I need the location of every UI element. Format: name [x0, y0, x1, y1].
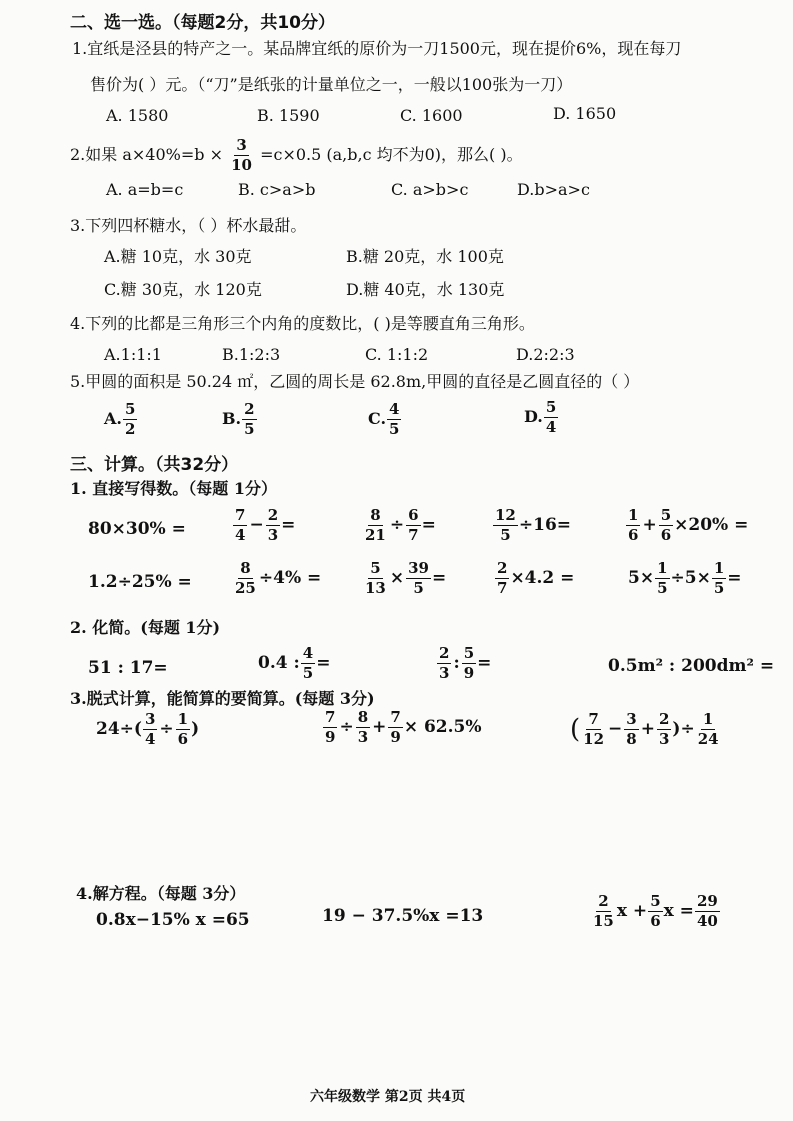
q1-line2: 售价为( ）元。（“刀”是纸张的计量单位之一，一般以100张为一刀） — [90, 75, 573, 94]
q4-stem: 4.下列的比都是三角形三个内角的度数比，( )是等腰直角三角形。 — [70, 314, 535, 333]
page-footer: 六年级数学 第2页 共4页 — [310, 1089, 466, 1105]
q3-option-c: C.糖 30克，水 120克 — [104, 280, 262, 299]
q1-option-d: D. 1650 — [553, 104, 617, 123]
q4-option-d: D.2:2:3 — [516, 345, 575, 364]
q2-suffix: =c×0.5 (a,b,c 均不为0)，那么( )。 — [260, 145, 523, 164]
fraction: $\frac{7}{9}$ — [325, 708, 336, 746]
fraction: $\frac{5}{13}$ — [365, 559, 386, 597]
q5-option-b: B. $\frac{2}{5}$ — [222, 400, 255, 438]
p1-r1-e2: $\frac{7}{4}$ − $\frac{2}{3}$ = — [235, 506, 296, 544]
q5-option-c: C. $\frac{4}{5}$ — [368, 400, 400, 438]
fraction: $\frac{2}{5}$ — [244, 400, 255, 438]
fraction: $\frac{6}{7}$ — [408, 506, 419, 544]
q4-option-c: C. 1:1:2 — [365, 345, 429, 364]
p3-e2: $\frac{7}{9}$ ÷ $\frac{8}{3}$ + $\frac{7}{9}$ × 62.5% — [325, 708, 482, 746]
p1-r2-e3: $\frac{5}{13}$ × $\frac{39}{5}$ = — [365, 559, 447, 597]
fraction: $\frac{7}{4}$ — [235, 506, 246, 544]
q5-option-d: D. $\frac{5}{4}$ — [524, 398, 557, 436]
fraction: $\frac{1}{6}$ — [177, 710, 189, 748]
section3-title: 三、计算。（共32分） — [70, 455, 239, 475]
q3-option-a: A.糖 10克，水 30克 — [104, 247, 252, 266]
fraction: $\frac{12}{5}$ — [495, 506, 516, 544]
fraction: $\frac{3}{10}$ — [231, 136, 252, 174]
q1-option-a: A. 1580 — [106, 106, 169, 125]
q3-option-d: D.糖 40克，水 130克 — [346, 280, 505, 299]
p1-r1-e1: 80×30% = — [88, 519, 186, 539]
p4-e3: $\frac{2}{15}$ x + $\frac{5}{6}$ x = $\frac{29}{40}$ — [593, 892, 718, 930]
fraction: $\frac{29}{40}$ — [696, 892, 718, 930]
fraction: $\frac{1}{5}$ — [713, 559, 725, 597]
fraction: $\frac{5}{6}$ — [650, 892, 661, 930]
q5-option-a: A. $\frac{5}{2}$ — [104, 400, 136, 438]
fraction: $\frac{5}{9}$ — [463, 644, 475, 682]
p1-r2-e5: 5× $\frac{1}{5}$ ÷5× $\frac{1}{5}$ = — [628, 559, 742, 597]
q1-option-c: C. 1600 — [400, 106, 463, 125]
q2-option-c: C. a>b>c — [391, 180, 469, 199]
section2-title: 二、选一选。（每题2分，共10分） — [70, 13, 335, 33]
p3-e3: ( $\frac{7}{12}$ − $\frac{3}{8}$ + $\frac{2}{3}$ )÷ $\frac{1}{24}$ — [570, 710, 719, 748]
q1-line1: 1.宜纸是泾县的特产之一。某品牌宜纸的原价为一刀1500元，现在提价6%，现在每刀 — [72, 39, 682, 58]
fraction: $\frac{2}{3}$ — [658, 710, 670, 748]
fraction: $\frac{5}{4}$ — [545, 398, 557, 436]
fraction: $\frac{39}{5}$ — [408, 559, 429, 597]
fraction: $\frac{1}{24}$ — [697, 710, 719, 748]
fraction: $\frac{3}{4}$ — [144, 710, 156, 748]
part1-title: 1. 直接写得数。（每题 1分） — [70, 479, 277, 498]
p1-r1-e3: $\frac{8}{21}$ ÷ $\frac{6}{7}$ = — [365, 506, 436, 544]
fraction: $\frac{1}{6}$ — [628, 506, 639, 544]
fraction: $\frac{8}{21}$ — [365, 506, 386, 544]
fraction: $\frac{5}{6}$ — [660, 506, 672, 544]
fraction: $\frac{2}{3}$ — [267, 506, 279, 544]
part3-title: 3.脱式计算，能简算的要简算。(每题 3分) — [70, 689, 375, 708]
p4-e2: 19 − 37.5%x =13 — [322, 906, 484, 926]
q5-stem: 5.甲圆的面积是 50.24 ㎡，乙圆的周长是 62.8m,甲圆的直径是乙圆直径的（ ） — [70, 372, 640, 391]
q1-option-b: B. 1590 — [257, 106, 320, 125]
q4-option-a: A.1:1:1 — [104, 345, 162, 364]
p1-r1-e4: $\frac{12}{5}$ ÷16= — [495, 506, 572, 544]
fraction: $\frac{2}{15}$ — [593, 892, 614, 930]
p3-e1: 24÷( $\frac{3}{4}$ ÷ $\frac{1}{6}$ ) — [96, 710, 200, 748]
q2-option-b: B. c>a>b — [238, 180, 316, 199]
p2-e2: 0.4 : $\frac{4}{5}$ = — [258, 644, 331, 682]
fraction: $\frac{3}{8}$ — [626, 710, 637, 748]
fraction: $\frac{2}{7}$ — [497, 559, 508, 597]
q2-prefix: 2.如果 a×40%=b × — [70, 145, 224, 164]
fraction: $\frac{8}{3}$ — [357, 708, 369, 746]
fraction: $\frac{4}{5}$ — [302, 644, 314, 682]
fraction: $\frac{7}{9}$ — [390, 708, 401, 746]
p2-e3: $\frac{2}{3}$ : $\frac{5}{9}$ = — [439, 644, 492, 682]
fraction: $\frac{7}{12}$ — [583, 710, 605, 748]
q2-option-a: A. a=b=c — [106, 180, 184, 199]
q2-option-d: D.b>a>c — [517, 180, 590, 199]
part2-title: 2. 化简。(每题 1分) — [70, 618, 221, 637]
fraction: $\frac{4}{5}$ — [389, 400, 400, 438]
p1-r2-e1: 1.2÷25% = — [88, 572, 192, 592]
q3-option-b: B.糖 20克，水 100克 — [346, 247, 504, 266]
fraction: $\frac{8}{25}$ — [235, 559, 256, 597]
q4-option-b: B.1:2:3 — [222, 345, 281, 364]
p4-e1: 0.8x−15% x =65 — [96, 910, 250, 930]
fraction: $\frac{5}{2}$ — [124, 400, 136, 438]
part4-title: 4.解方程。（每题 3分） — [76, 884, 246, 903]
fraction: $\frac{2}{3}$ — [439, 644, 450, 682]
p1-r1-e5: $\frac{1}{6}$ + $\frac{5}{6}$ ×20% = — [628, 506, 749, 544]
q2-stem — [70, 138, 523, 173]
p2-e1: 51 : 17= — [88, 658, 168, 678]
p1-r2-e2: $\frac{8}{25}$ ÷4% = — [235, 559, 322, 597]
q3-stem: 3.下列四杯糖水，（ ）杯水最甜。 — [70, 216, 307, 235]
p2-e4: 0.5m² : 200dm² = — [608, 656, 775, 676]
p1-r2-e4: $\frac{2}{7}$ ×4.2 = — [497, 559, 575, 597]
fraction: $\frac{1}{5}$ — [657, 559, 668, 597]
